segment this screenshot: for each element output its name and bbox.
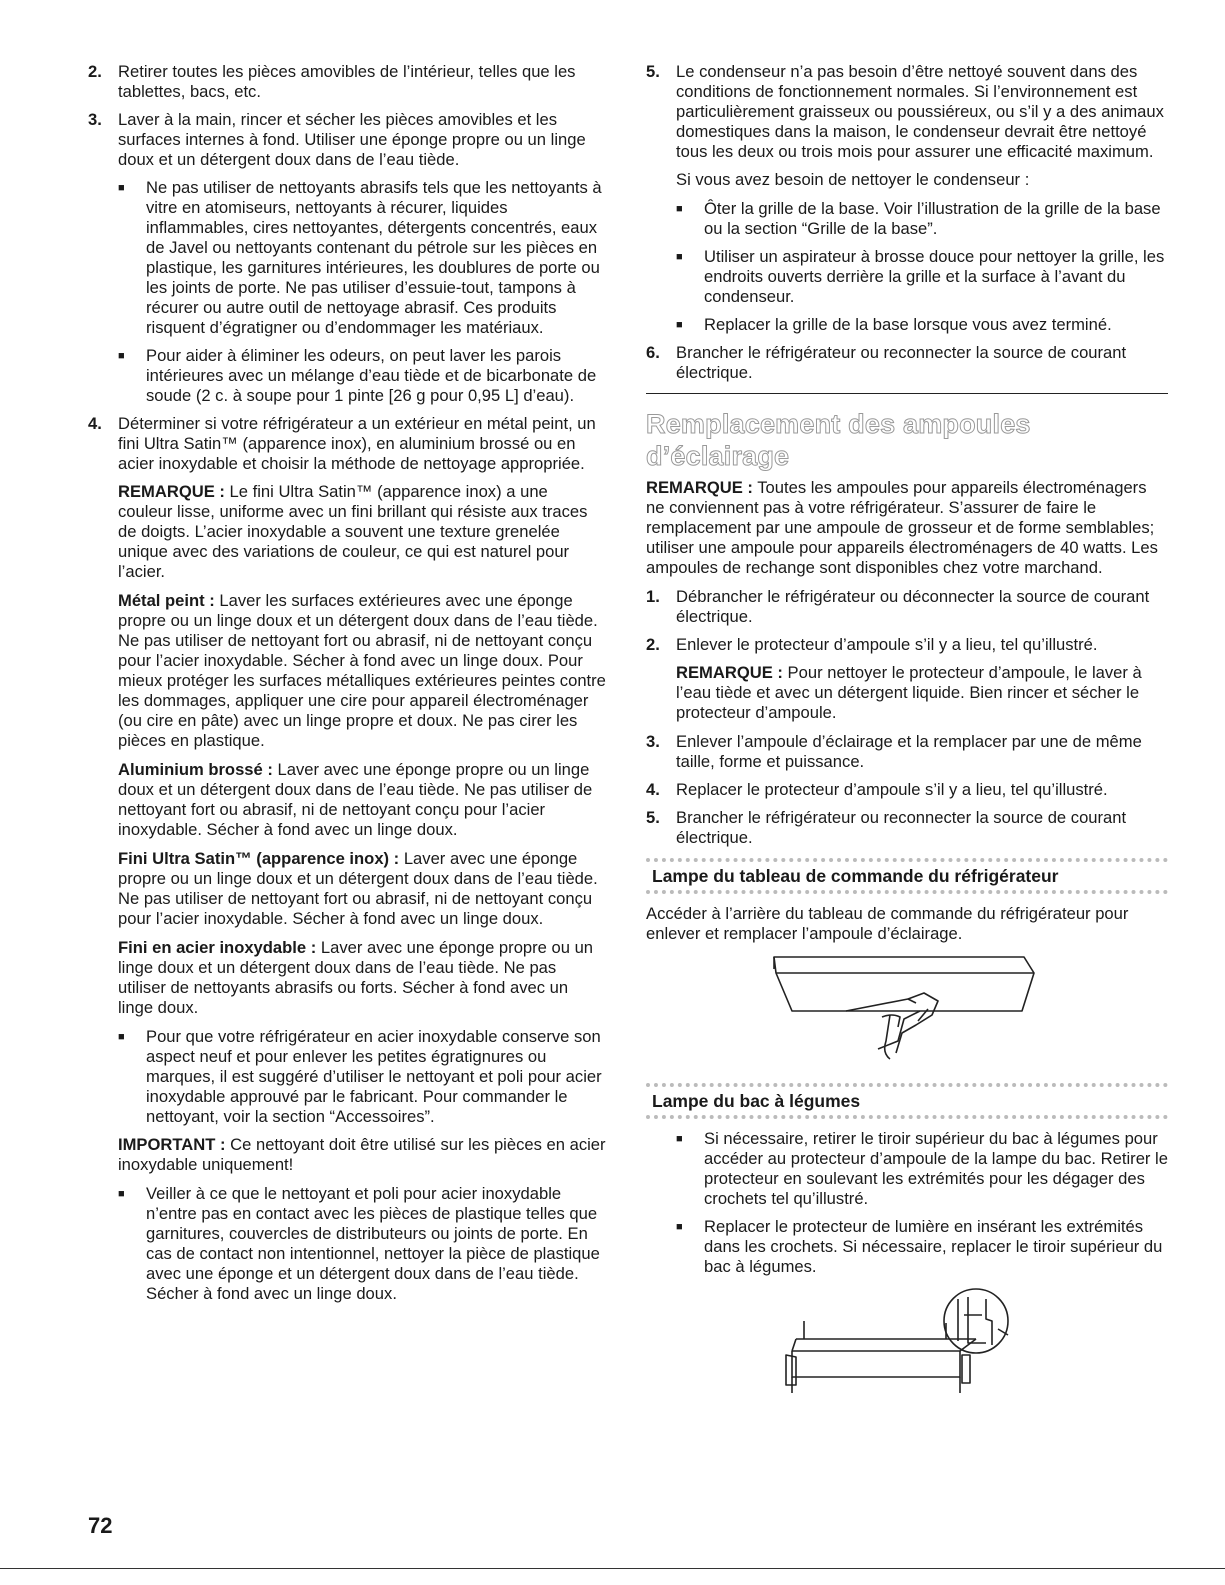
bullet-grille <box>646 199 1168 239</box>
bullet-icon: ■ <box>118 182 125 194</box>
left-column <box>88 62 606 1312</box>
crisper-lamp-drawing <box>646 1285 1168 1400</box>
step-text: Replacer le protecteur d’ampoule s’il y a lieu, tel qu’illustré. <box>676 780 1108 799</box>
bottom-rule <box>0 1568 1225 1569</box>
bullet-poli <box>88 1027 606 1127</box>
bullet-icon: ■ <box>676 1133 683 1145</box>
bullet-icon: ■ <box>118 1188 125 1200</box>
acier-inox-label: Fini en acier inoxydable : <box>118 938 317 957</box>
metal-peint-paragraph <box>88 591 606 751</box>
step-number: 6. <box>646 343 660 362</box>
ampoule-step-2 <box>646 635 1168 655</box>
section-heading: Remplacement des ampoules d’éclairage <box>646 409 1031 471</box>
metal-peint-text: Laver les surfaces extérieures avec une éponge propre ou un linge doux et un détergent doux dans de l’eau tiède. Ne pas utiliser de nettoyant fort ou abrasif, ni de nettoyant conçu pour l’acier inoxydable. Sécher à fond avec un linge doux. Pour mieux protéger les surfaces métalliques extérieures peintes contre les dommages, appliquer une cire pour appareil électroménager (ou cire en pâte) avec un linge propre et doux. Ne pas cirer les pièces en plastique. <box>118 591 606 750</box>
acier-inox-paragraph <box>88 938 606 1018</box>
remarque-text: Toutes les ampoules pour appareils électroménagers ne conviennent pas à votre réfrigérateur. S’assurer de faire le remplacement par une ampoule de grosseur et de forme semblables; utiliser une ampoule pour appareils électroménagers de 40 watts. Les ampoules de rechange sont disponibles chez votre marchand. <box>646 478 1158 577</box>
remarque-label: REMARQUE : <box>118 482 225 501</box>
section-divider <box>646 393 1168 394</box>
control-panel-illustration <box>646 953 1168 1073</box>
bullet-replacer-grille <box>646 315 1168 335</box>
bullet-icon: ■ <box>118 350 125 362</box>
control-panel-drawing <box>646 953 1168 1073</box>
step-number: 4. <box>646 780 660 799</box>
ampoule-step-5 <box>646 808 1168 848</box>
bullet-text: Pour que votre réfrigérateur en acier inoxydable conserve son aspect neuf et pour enlever les petites égratignures ou marques, il est suggéré d’utiliser le nettoyant et poli pour acier inoxydable approuvé par le fabricant. Pour commander le nettoyant, voir la section “Accessoires”. <box>146 1027 602 1126</box>
step-text: Laver à la main, rincer et sécher les pièces amovibles et les surfaces internes à fond. Utiliser une éponge propre ou un linge doux et un détergent doux dans de l’eau tiède. <box>118 110 586 169</box>
ultra-satin-label: Fini Ultra Satin™ (apparence inox) : <box>118 849 400 868</box>
bullet-text: Ôter la grille de la base. Voir l’illustration de la grille de la base ou la section “Grille de la base”. <box>704 199 1161 238</box>
important-paragraph <box>88 1135 606 1175</box>
bullet-text: Ne pas utiliser de nettoyants abrasifs tels que les nettoyants à vitre en atomiseurs, nettoyants à récurer, liquides inflammables, cires nettoyantes, détergents concentrés, eaux de Javel ou nettoyants contenant du pétrole sur les pièces en plastique, les garnitures intérieures, les doublures de porte ou les joints de porte. Ne pas utiliser d’essuie-tout, tampons à récurer ou autre outil de nettoyage abrasif. Ces produits risquent d’égratigner ou d’endommager les matériaux. <box>146 178 602 337</box>
bullet-text: Si nécessaire, retirer le tiroir supérieur du bac à légumes pour accéder au protecteur d’ampoule de la lampe du bac. Retirer le protecteur en soulevant les extrémités pour les dégager des crochets tel qu’illustré. <box>704 1129 1168 1208</box>
step-2 <box>88 62 606 102</box>
step-text: Brancher le réfrigérateur ou reconnecter la source de courant électrique. <box>676 343 1127 382</box>
step-number: 3. <box>88 110 102 129</box>
step-number: 5. <box>646 62 660 81</box>
aluminium-paragraph <box>88 760 606 840</box>
step-5-condenseur <box>646 62 1168 162</box>
ampoules-remarque <box>646 478 1168 578</box>
remarque-label: REMARQUE : <box>676 663 783 682</box>
step-text: Brancher le réfrigérateur ou reconnecter la source de courant électrique. <box>676 808 1127 847</box>
ampoule-step-3 <box>646 732 1168 772</box>
step-6 <box>646 343 1168 383</box>
bullet-icon: ■ <box>118 1031 125 1043</box>
lampe-tableau-text: Accéder à l’arrière du tableau de commande du réfrigérateur pour enlever et remplacer l’ampoule d’éclairage. <box>646 904 1129 943</box>
bullet-aspirateur <box>646 247 1168 307</box>
condenseur-intro: Si vous avez besoin de nettoyer le condenseur : <box>676 170 1030 189</box>
step2-remarque <box>646 663 1168 723</box>
bullet-text: Pour aider à éliminer les odeurs, on peut laver les parois intérieures avec un mélange d’eau tiède et de bicarbonate de soude (2 c. à soupe pour 1 pinte [26 g pour 0,95 L] d’eau). <box>146 346 597 405</box>
ultra-satin-text: Laver avec une éponge propre ou un linge doux et un détergent doux dans de l’eau tiède. Ne pas utiliser de nettoyant fort ou abrasif, ni de nettoyant conçu pour l’acier inoxydable. Sécher à fond avec un linge doux. <box>118 849 598 928</box>
bullet-text: Replacer le protecteur de lumière en insérant les extrémités dans les crochets. Si nécessaire, replacer le tiroir supérieur du bac à légumes. <box>704 1217 1163 1276</box>
important-label: IMPORTANT : <box>118 1135 226 1154</box>
remarque-label: REMARQUE : <box>646 478 753 497</box>
right-column <box>646 62 1168 1404</box>
step-text: Enlever le protecteur d’ampoule s’il y a lieu, tel qu’illustré. <box>676 635 1098 654</box>
ampoule-step-4 <box>646 780 1168 800</box>
bullet-icon: ■ <box>676 203 683 215</box>
bullet-abrasifs <box>88 178 606 338</box>
aluminium-text: Laver avec une éponge propre ou un linge doux et un détergent doux dans de l’eau tiède. Ne pas utiliser de nettoyant fort ou abrasif, ni de nettoyant conçu pour l’acier inoxydable. Sécher à fond avec un linge doux. <box>118 760 593 839</box>
bullet-replacer-protecteur <box>646 1217 1168 1277</box>
page-number: 72 <box>88 1513 113 1538</box>
step-number: 1. <box>646 587 660 606</box>
step-text: Enlever l’ampoule d’éclairage et la remplacer par une de même taille, forme et puissance. <box>676 732 1142 771</box>
bullet-text: Utiliser un aspirateur à brosse douce pour nettoyer la grille, les endroits ouverts derrière la grille et la surface à l’avant du condenseur. <box>704 247 1165 306</box>
metal-peint-label: Métal peint : <box>118 591 215 610</box>
ultra-satin-paragraph <box>88 849 606 929</box>
step-text: Déterminer si votre réfrigérateur a un extérieur en métal peint, un fini Ultra Satin™ (apparence inox), en aluminium brossé ou en acier inoxydable et choisir la méthode de nettoyage appropriée. <box>118 414 596 473</box>
ampoule-step-1 <box>646 587 1168 627</box>
bullet-icon: ■ <box>676 1221 683 1233</box>
subheading-lampe-bac: Lampe du bac à légumes <box>646 1083 1168 1119</box>
step-text: Retirer toutes les pièces amovibles de l’intérieur, telles que les tablettes, bacs, etc. <box>118 62 576 101</box>
bullet-text: Replacer la grille de la base lorsque vous avez terminé. <box>704 315 1112 334</box>
bullet-text: Veiller à ce que le nettoyant et poli pour acier inoxydable n’entre pas en contact avec les pièces de plastique telles que garnitures, couvercles de distributeurs ou joints de porte. En cas de contact non intentionnel, nettoyer la pièce de plastique avec une éponge et un détergent doux dans de l’eau tiède. Sécher à fond avec un linge doux. <box>146 1184 600 1303</box>
bullet-icon: ■ <box>676 319 683 331</box>
step-number: 3. <box>646 732 660 751</box>
remarque-paragraph <box>88 482 606 582</box>
step-number: 2. <box>646 635 660 654</box>
step-text: Débrancher le réfrigérateur ou déconnecter la source de courant électrique. <box>676 587 1150 626</box>
bullet-icon: ■ <box>676 251 683 263</box>
remarque-text: Le fini Ultra Satin™ (apparence inox) a une couleur lisse, uniforme avec un fini brillant qui résiste aux traces de doigts. L’acier inoxydable a souvent une texture grenelée unique avec des variations de couleur, ce qui est naturel pour l’acier. <box>118 482 588 581</box>
aluminium-label: Aluminium brossé : <box>118 760 273 779</box>
step-text: Le condenseur n’a pas besoin d’être nettoyé souvent dans des conditions de fonctionnement normales. Si l’environnement est particulièrement graisseux ou poussiéreux, ou s’il y a des animaux domestiques dans la maison, le condenseur devrait être nettoyé tous les deux ou trois mois pour assurer une efficacité maximum. <box>676 62 1164 161</box>
subheading-lampe-tableau: Lampe du tableau de commande du réfrigérateur <box>646 858 1168 894</box>
acier-inox-text: Laver avec une éponge propre ou un linge doux et un détergent doux dans de l’eau tiède. Ne pas utiliser de nettoyants abrasifs ou forts. Sécher à fond avec un linge doux. <box>118 938 594 1017</box>
remarque-text: Pour nettoyer le protecteur d’ampoule, le laver à l’eau tiède et avec un détergent liquide. Bien rincer et sécher le protecteur d’ampoule. <box>676 663 1142 722</box>
step-3 <box>88 110 606 170</box>
bullet-retirer-tiroir <box>646 1129 1168 1209</box>
important-text: Ce nettoyant doit être utilisé sur les pièces en acier inoxydable uniquement! <box>118 1135 606 1174</box>
crisper-lamp-illustration <box>646 1285 1168 1400</box>
step-4 <box>88 414 606 474</box>
step-number: 5. <box>646 808 660 827</box>
bullet-plastique <box>88 1184 606 1304</box>
step-number: 4. <box>88 414 102 433</box>
step-number: 2. <box>88 62 102 81</box>
bullet-odeurs <box>88 346 606 406</box>
